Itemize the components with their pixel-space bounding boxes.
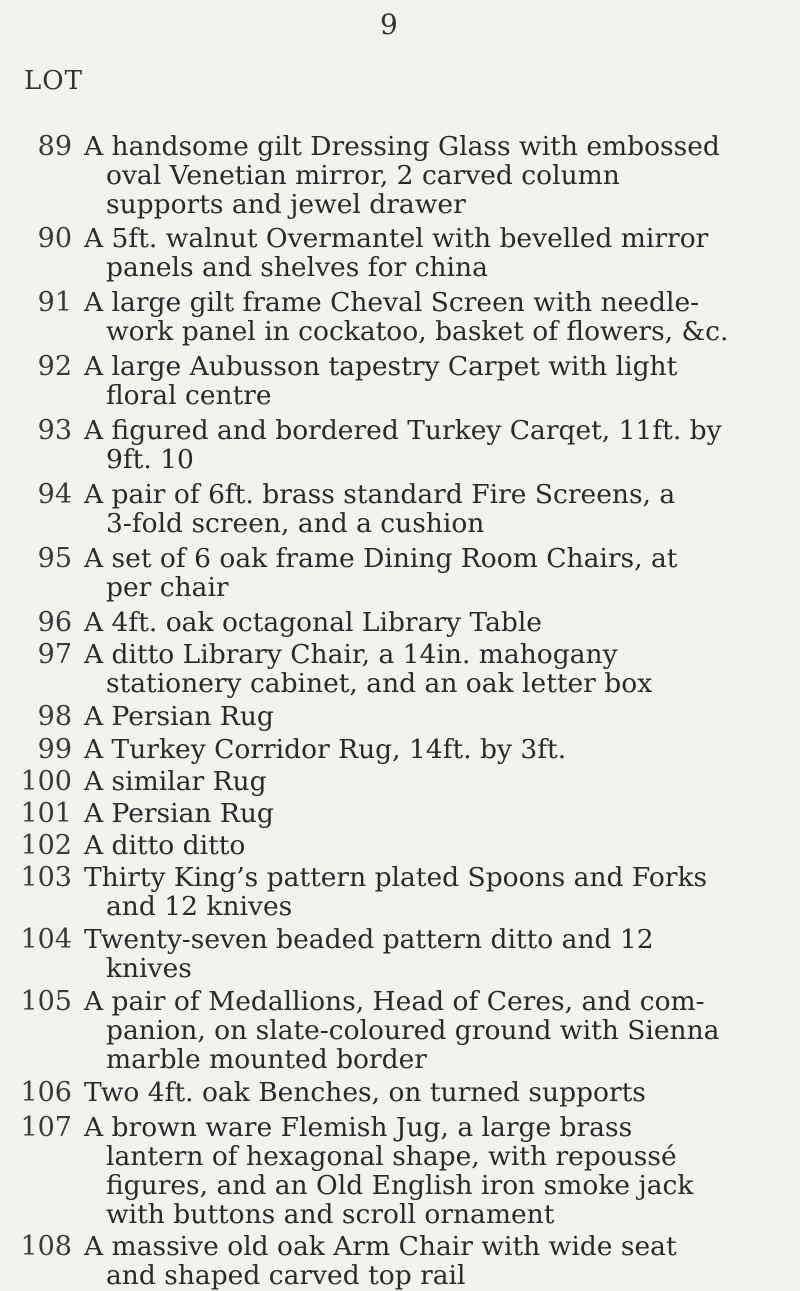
lot-number: 95 [37,543,72,574]
lot-entry [0,416,800,474]
lot-description [84,288,764,346]
lot-number: 98 [37,701,72,732]
lot-description [84,702,764,731]
lot-entry [0,799,800,828]
lot-entry [0,863,800,921]
lot-description [84,799,764,828]
lot-description-line: A brown ware Flemish Jug, a large brass [84,1112,633,1143]
lot-entry [0,640,800,698]
lot-description-line: supports and jewel drawer [106,189,466,220]
lot-description [84,1078,764,1107]
lot-number: 105 [20,986,72,1017]
lot-description-line: A 4ft. oak octagonal Library Table [84,607,542,638]
lot-entry [0,1232,800,1290]
lot-entry [0,352,800,410]
lot-entry [0,544,800,602]
lot-description-line: figures, and an Old English iron smoke jack [106,1170,694,1201]
lot-number: 89 [37,131,72,162]
lot-entry [0,987,800,1074]
lot-entry [0,735,800,764]
lot-number: 107 [20,1112,72,1143]
lot-number: 97 [37,639,72,670]
lot-description [84,831,764,860]
lot-entry [0,1078,800,1107]
lot-description [84,987,764,1074]
lot-entry [0,132,800,219]
lot-description-line: A ditto Library Chair, a 14in. mahogany [84,639,618,670]
lot-description [84,863,764,921]
lot-description-line: A similar Rug [84,766,267,797]
lot-description-line: stationery cabinet, and an oak letter box [106,668,653,699]
lot-description [84,925,764,983]
lot-description-line: A Persian Rug [84,701,274,732]
lot-description-line: per chair [106,572,229,603]
lot-entry [0,702,800,731]
lot-description [84,224,764,282]
lot-description-line: and 12 knives [106,891,293,922]
lot-number: 93 [37,415,72,446]
lot-description-line: Twenty-seven beaded pattern ditto and 12 [84,924,654,955]
lot-number: 100 [20,766,72,797]
lot-description [84,640,764,698]
lot-description [84,1232,764,1290]
lot-number: 106 [20,1077,72,1108]
page-number: 9 [380,8,398,41]
lot-description [84,735,764,764]
lot-description-line: A large Aubusson tapestry Carpet with light [84,351,678,382]
lot-description-line: A Persian Rug [84,798,274,829]
lot-entry [0,224,800,282]
lot-description-line: 9ft. 10 [106,444,194,475]
lot-number: 91 [37,287,72,318]
lot-description-line: A massive old oak Arm Chair with wide seat [84,1231,677,1262]
lot-number: 99 [37,734,72,765]
lot-description [84,352,764,410]
lot-description-line: A Turkey Corridor Rug, 14ft. by 3ft. [84,734,567,765]
lot-description-line: Two 4ft. oak Benches, on turned supports [84,1077,646,1108]
lot-description [84,1113,764,1229]
lot-list [0,128,800,1290]
lot-description [84,544,764,602]
lot-description-line: panion, on slate-coloured ground with Sienna [106,1015,720,1046]
lot-number: 90 [37,223,72,254]
lot-number: 101 [20,798,72,829]
lot-description-line: work panel in cockatoo, basket of flowers, &c. [106,316,729,347]
lot-description-line: with buttons and scroll ornament [106,1199,555,1230]
lot-number: 103 [20,862,72,893]
lot-description-line: lantern of hexagonal shape, with repoussé [106,1141,677,1172]
lot-entry [0,831,800,860]
lot-description-line: knives [106,953,192,984]
lot-number: 96 [37,607,72,638]
lot-description-line: A figured and bordered Turkey Carqet, 11ft. by [84,415,722,446]
lot-description [84,480,764,538]
lot-entry [0,1113,800,1229]
lot-description-line: A ditto ditto [84,830,246,861]
lot-number: 92 [37,351,72,382]
lot-number: 94 [37,479,72,510]
lot-description-line: A set of 6 oak frame Dining Room Chairs, at [84,543,678,574]
lot-description-line: A large gilt frame Cheval Screen with needle- [84,287,700,318]
lot-description-line: and shaped carved top rail [106,1260,466,1291]
lot-description-line: marble mounted border [106,1044,427,1075]
lot-description [84,608,764,637]
lot-description-line: A pair of Medallions, Head of Ceres, and com- [84,986,705,1017]
lot-entry [0,608,800,637]
lot-description-line: A pair of 6ft. brass standard Fire Screens, a [84,479,676,510]
lot-entry [0,480,800,538]
lot-description-line: panels and shelves for china [106,252,488,283]
lot-description [84,416,764,474]
lot-description-line: oval Venetian mirror, 2 carved column [106,160,620,191]
lot-entry [0,767,800,796]
lot-description-line: floral centre [106,380,272,411]
lot-number: 102 [20,830,72,861]
lot-column-header: LOT [24,66,83,96]
lot-entry [0,925,800,983]
lot-description-line: 3-fold screen, and a cushion [106,508,485,539]
lot-description [84,132,764,219]
lot-description [84,767,764,796]
lot-number: 108 [20,1231,72,1262]
lot-number: 104 [20,924,72,955]
lot-description-line: A 5ft. walnut Overmantel with bevelled mirror [84,223,709,254]
lot-description-line: A handsome gilt Dressing Glass with embossed [84,131,720,162]
lot-description-line: Thirty King’s pattern plated Spoons and Forks [84,862,708,893]
lot-entry [0,288,800,346]
